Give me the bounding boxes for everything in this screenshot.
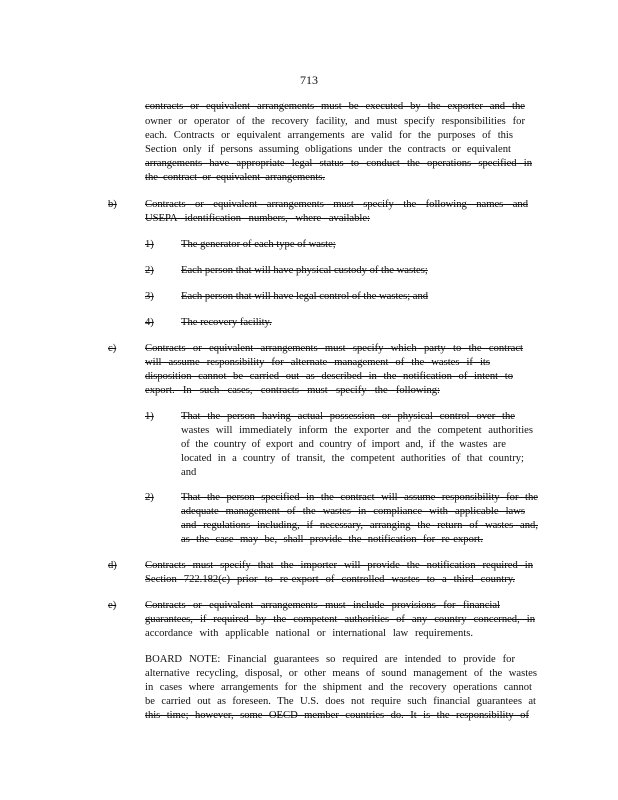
list-marker: c) (108, 343, 117, 354)
text-line: Section 722.182(c) prior to re-export of controlled wastes to a third country. (145, 574, 515, 585)
text-line: BOARD NOTE: Financial guarantees so required are intended to provide for (145, 654, 515, 665)
text-line: Contracts or equivalent arrangements must specify the following names and (145, 199, 528, 210)
list-item: The generator of each type of waste; (181, 239, 336, 250)
text-line: in cases where arrangements for the shipment and the recovery operations cannot (145, 682, 532, 693)
text-line: and (181, 467, 197, 478)
list-item: The recovery facility. (181, 317, 272, 328)
list-marker: 1) (145, 411, 154, 422)
page-number: 713 (300, 73, 318, 87)
text-line: Section only if persons assuming obligations under the contracts or equivalent (145, 144, 511, 155)
text-line: contracts or equivalent arrangements must be executed by the exporter and the (145, 101, 525, 112)
list-marker: 1) (145, 239, 154, 250)
list-marker: 2) (145, 492, 154, 503)
text-line: Contracts or equivalent arrangements must include provisions for financial (145, 600, 500, 611)
text-line: arrangements have appropriate legal status to conduct the operations specified in (145, 158, 532, 169)
text-line: be carried out as foreseen. The U.S. does not require such financial guarantees at (145, 696, 536, 707)
text-line: Contracts or equivalent arrangements must specify which party to the contract (145, 343, 523, 354)
list-item: Each person that will have legal control of the wastes; and (181, 291, 429, 302)
text-line: this time; however, some OECD member countries do. It is the responsibility of (145, 710, 529, 721)
list-marker: 4) (145, 317, 154, 328)
list-marker: 2) (145, 265, 154, 276)
text-line: That the person having actual possession or physical control over the (181, 411, 515, 422)
text-line: will assume responsibility for alternate management of the wastes if its (145, 357, 490, 368)
text-line: accordance with applicable national or international law requirements. (145, 628, 473, 639)
text-line: each. Contracts or equivalent arrangements are valid for the purposes of this (145, 130, 513, 141)
text-line: of the country of export and country of import and, if the wastes are (181, 439, 506, 450)
text-line: USEPA identification numbers, where available: (145, 213, 370, 224)
text-line: Contracts must specify that the importer will provide the notification required in (145, 560, 533, 571)
list-item: Each person that will have physical custody of the wastes; (181, 265, 428, 276)
text-line: adequate management of the wastes in compliance with applicable laws (181, 506, 525, 517)
list-marker: e) (108, 600, 117, 611)
text-line: export. In such cases, contracts must specify the following: (145, 385, 440, 396)
text-line: wastes will immediately inform the exporter and the competent authorities (181, 425, 533, 436)
text-line: owner or operator of the recovery facility, and must specify responsibilities for (145, 116, 525, 127)
text-line: disposition cannot be carried out as described in the notification of intent to (145, 371, 513, 382)
text-line: alternative recycling, disposal, or other means of sound management of the wastes (145, 668, 537, 679)
text-line: the contract or equivalent arrangements. (145, 172, 325, 183)
text-line: guarantees, if required by the competent authorities of any country concerned, in (145, 614, 535, 625)
text-line: as the case may be, shall provide the notification for re-export. (181, 534, 483, 545)
text-line: and regulations including, if necessary, arranging the return of wastes and, (181, 520, 538, 531)
list-marker: b) (108, 199, 117, 210)
text-line: That the person specified in the contract will assume responsibility for the (181, 492, 538, 503)
list-marker: d) (108, 560, 117, 571)
list-marker: 3) (145, 291, 154, 302)
text-line: located in a country of transit, the competent authorities of that country; (181, 453, 524, 464)
